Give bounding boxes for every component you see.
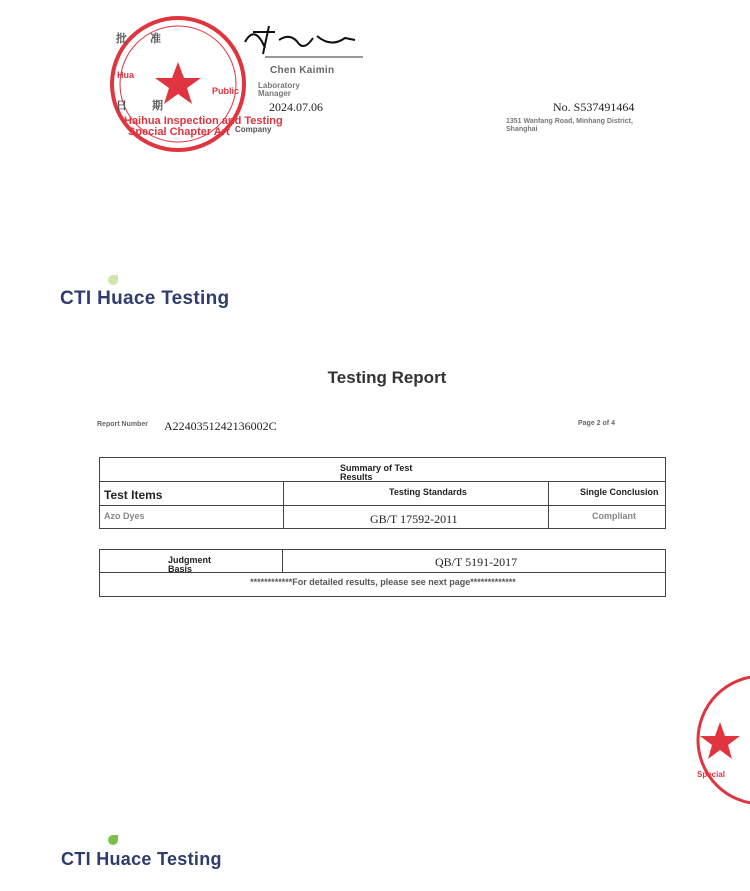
signature-date: 2024.07.06 <box>269 100 323 114</box>
partial-seal-text: Special <box>697 770 726 779</box>
seal-company-word: Company <box>235 125 272 134</box>
company-address: 1351 Wanfang Road, Minhang District, Shanghai <box>506 118 633 133</box>
signer-title: Laboratory Manager <box>258 81 300 98</box>
brand-leaf-icon <box>108 275 118 285</box>
brand-logo-text: CTI Huace Testing <box>60 288 230 309</box>
header-test-items: Test Items <box>104 488 163 502</box>
report-number-value: A2240351242136002C <box>164 419 277 433</box>
seal-company-line-2: Special Chapter Art <box>128 126 230 138</box>
brand-leaf-icon <box>108 835 118 845</box>
seal-company-line-1: Haihua Inspection and Testing <box>124 115 283 127</box>
cell-conclusion: Compliant <box>592 511 636 521</box>
summary-table-title: Summary of Test Results <box>340 463 413 482</box>
judgment-basis-label: Judgment Basis <box>168 555 212 574</box>
approver-label-2: 准 <box>150 33 161 45</box>
date-label-2: 期 <box>152 100 163 112</box>
page-indicator: Page 2 of 4 <box>578 420 615 427</box>
handwritten-signature <box>235 18 365 60</box>
report-title: Testing Report <box>327 368 447 387</box>
seal-public-text: Public <box>212 86 240 96</box>
seal-hua-text: Hua <box>117 70 135 80</box>
report-number-label: Report Number <box>97 421 148 428</box>
cell-testing-standard: GB/T 17592-2011 <box>370 512 458 526</box>
report-serial-number: No. S537491464 <box>553 100 635 114</box>
cell-test-item: Azo Dyes <box>104 511 145 521</box>
partial-seal-star-icon <box>700 722 740 759</box>
footer-brand-text: CTI Huace Testing <box>61 849 222 869</box>
detailed-results-note: ************For detailed results, please see next page************* <box>250 577 516 587</box>
header-single-conclusion: Single Conclusion <box>580 487 659 497</box>
judgment-basis-value: QB/T 5191-2017 <box>435 555 518 569</box>
approver-label: 批 <box>116 33 127 45</box>
signer-name: Chen Kaimin <box>270 65 335 76</box>
partial-seal-stamp <box>692 670 750 810</box>
date-label: 日 <box>116 100 127 112</box>
header-testing-standards: Testing Standards <box>389 487 467 497</box>
